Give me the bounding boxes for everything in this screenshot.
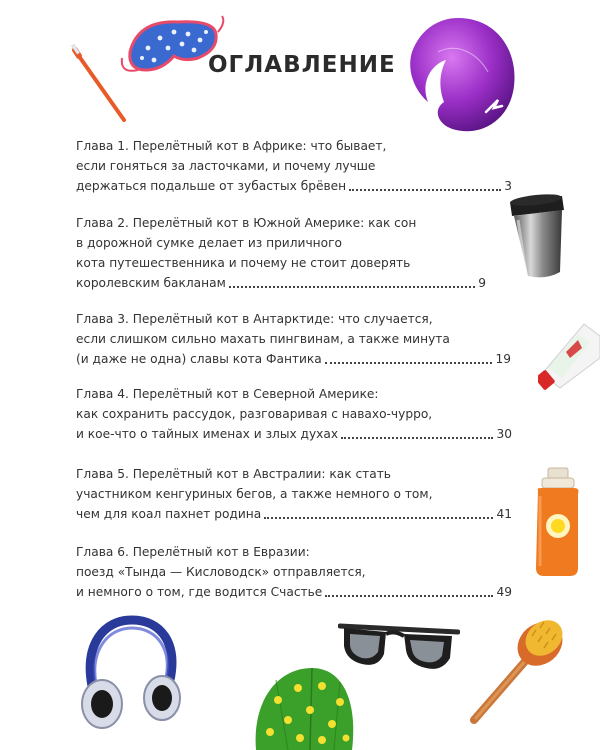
sunscreen-bottle-icon — [532, 466, 582, 578]
toc-page-number: 41 — [496, 507, 512, 521]
sunglasses-icon — [338, 618, 460, 676]
toc-entry-line: и немного о том, где водится Счастье — [76, 585, 323, 599]
toc-page-number: 49 — [496, 585, 512, 599]
dot-leader — [229, 286, 475, 288]
dot-leader — [325, 362, 493, 364]
toc-page-number: 3 — [504, 179, 512, 193]
toc-entry-line: поезд «Тында — Кисловодск» отправляется, — [76, 565, 366, 579]
toc-entry-2[interactable] — [76, 213, 486, 293]
dot-leader — [349, 189, 501, 191]
toc-entry-line: Глава 1. Перелётный кот в Африке: что бывает, — [76, 139, 387, 153]
sleep-mask-icon — [118, 12, 228, 82]
toc-entry-4[interactable] — [76, 384, 512, 444]
toc-entry-1[interactable] — [76, 136, 512, 196]
toc-entry-line: кота путешественника и почему не стоит доверять — [76, 256, 411, 270]
toc-entry-line: и кое-что о тайных именах и злых духах — [76, 427, 339, 441]
dot-leader — [325, 595, 493, 597]
toc-entry-line: (и даже не одна) славы кота Фантика — [76, 352, 322, 366]
toc-page-number: 30 — [496, 427, 512, 441]
toothpaste-icon — [538, 318, 600, 392]
dot-leader — [341, 437, 493, 439]
travel-cup-icon — [506, 192, 566, 284]
hair-brush-icon — [466, 608, 572, 726]
neck-pillow-icon — [398, 12, 520, 138]
toc-entry-line: Глава 4. Перелётный кот в Северной Америке: — [76, 387, 379, 401]
toc-entry-line: держаться подальше от зубастых брёвен — [76, 179, 347, 193]
toc-entry-line: если слишком сильно махать пингвинам, а также минута — [76, 332, 450, 346]
toc-entry-3[interactable] — [76, 309, 511, 369]
toc-entry-line: если гоняться за ласточками, и почему лучше — [76, 159, 376, 173]
headphones-icon — [74, 614, 184, 732]
toc-entry-line: участником кенгуриных бегов, а также немного о том, — [76, 487, 433, 501]
page-title: ОГЛАВЛЕНИЕ — [208, 52, 396, 78]
toc-entry-5[interactable] — [76, 464, 512, 524]
toc-entry-line: Глава 2. Перелётный кот в Южной Америке: как сон — [76, 216, 417, 230]
toc-entry-line: в дорожной сумке делает из приличного — [76, 236, 342, 250]
toc-page-number: 9 — [478, 276, 486, 290]
toc-entry-line: как сохранить рассудок, разговаривая с навахо-чурро, — [76, 407, 433, 421]
toc-entry-line: Глава 5. Перелётный кот в Австралии: как стать — [76, 467, 391, 481]
dot-leader — [264, 517, 493, 519]
toc-entry-line: Глава 6. Перелётный кот в Евразии: — [76, 545, 310, 559]
toc-entry-line: королевским бакланам — [76, 276, 226, 290]
toc-entry-6[interactable] — [76, 542, 512, 602]
toc-entry-line: чем для коал пахнет родина — [76, 507, 262, 521]
toc-entry-line: Глава 3. Перелётный кот в Антарктиде: что случается, — [76, 312, 433, 326]
toc-page-number: 19 — [495, 352, 511, 366]
